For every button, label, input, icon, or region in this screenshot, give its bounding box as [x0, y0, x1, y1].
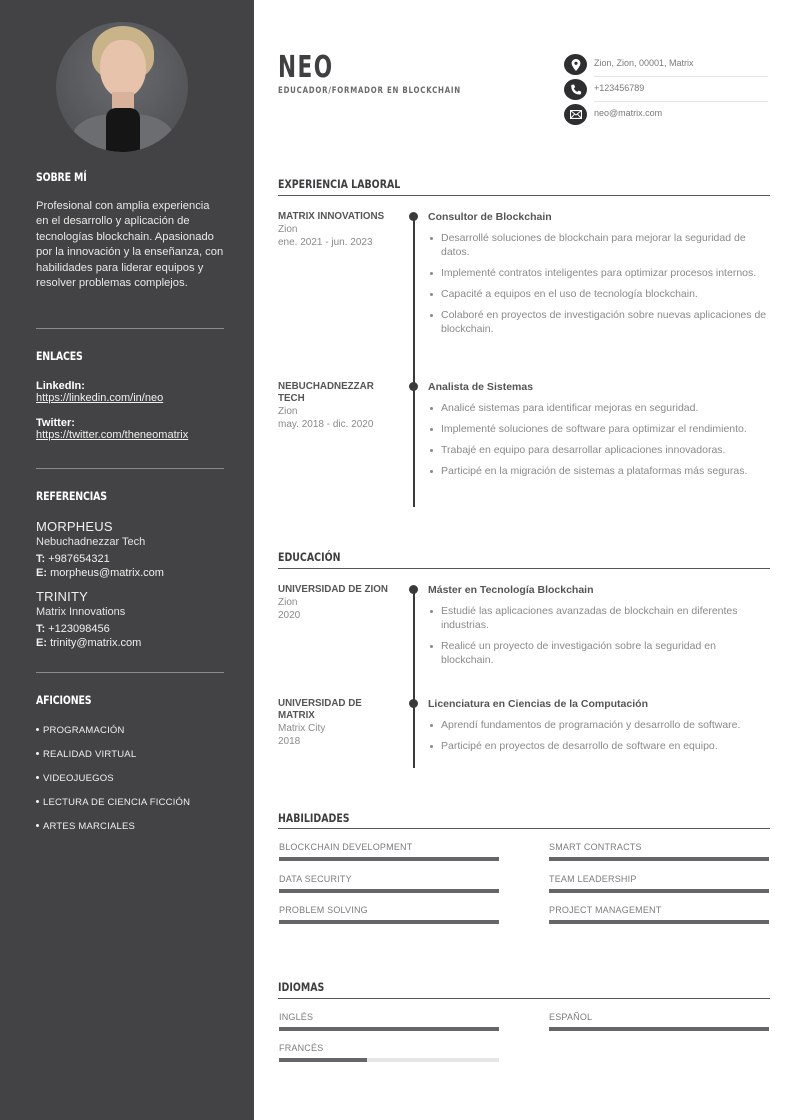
skill-bar [279, 889, 499, 893]
reference-item [36, 519, 224, 580]
degree-title: Máster en Tecnología Blockchain [428, 584, 594, 596]
hobby-label: REALIDAD VIRTUAL [43, 749, 137, 760]
employment-dates: ene. 2021 - jun. 2023 [278, 237, 373, 248]
skill-label: DATA SECURITY [279, 874, 352, 884]
language-bar [279, 1027, 499, 1031]
entry-meta [278, 211, 398, 249]
skill-label: SMART CONTRACTS [549, 842, 642, 852]
entry-details [428, 584, 770, 674]
references-section [36, 489, 224, 650]
bullet-item: Implementé soluciones de software para optimizar el rendimiento. [428, 422, 770, 436]
entry-details [428, 381, 770, 485]
graduation-year: 2018 [278, 736, 301, 747]
job-title: Analista de Sistemas [428, 381, 534, 393]
school-name: UNIVERSIDAD DE MATRIX [278, 698, 362, 721]
section-rule [278, 828, 770, 829]
education-title: EDUCACIÓN [278, 550, 341, 564]
bullet-item: Participé en la migración de sistemas a plataformas más seguras. [428, 464, 770, 478]
hobby-item [36, 773, 224, 797]
entry-meta [278, 584, 398, 622]
skill-bar [279, 857, 499, 861]
contact-email [564, 102, 768, 127]
bullet-item: Aprendí fundamentos de programación y desarrollo de software. [428, 718, 770, 732]
timeline-line [413, 216, 415, 381]
reference-name: MORPHEUS [36, 519, 113, 534]
graduation-year: 2020 [278, 610, 301, 621]
skill-label: PROBLEM SOLVING [279, 905, 368, 915]
employer-location: Zion [278, 406, 298, 417]
photo-shirt [106, 108, 140, 152]
language-item [279, 1043, 500, 1053]
profile-photo [56, 22, 188, 152]
experience-title: EXPERIENCIA LABORAL [278, 177, 401, 191]
skill-item [549, 905, 770, 915]
links-title: ENLACES [36, 349, 83, 363]
skill-bar [549, 889, 769, 893]
entry-details [428, 698, 770, 760]
bullet-item: Analicé sistemas para identificar mejoras en seguridad. [428, 401, 770, 415]
hobby-label: PROGRAMACIÓN [43, 725, 125, 736]
phone-icon [564, 79, 587, 100]
language-label: ESPAÑOL [549, 1012, 593, 1022]
linkedin-link[interactable]: https://linkedin.com/in/neo [36, 392, 164, 404]
bullet-item: Implementé contratos inteligentes para optimizar procesos internos. [428, 266, 770, 280]
section-rule [278, 195, 770, 196]
sidebar [0, 0, 254, 1120]
skill-label: TEAM LEADERSHIP [549, 874, 637, 884]
language-bar [279, 1058, 499, 1062]
language-label: FRANCÉS [279, 1043, 324, 1053]
bullet-list [428, 718, 770, 753]
contact-phone [564, 77, 768, 102]
about-section [36, 170, 224, 291]
reference-item [36, 589, 224, 650]
link-label: LinkedIn: [36, 380, 85, 392]
bullet-item: Capacité a equipos en el uso de tecnología blockchain. [428, 287, 770, 301]
bullet-icon [36, 800, 39, 803]
envelope-icon [564, 104, 587, 125]
entry-meta [278, 698, 398, 748]
link-item-linkedin [36, 380, 224, 404]
skill-bar-fill [279, 920, 499, 924]
email-prefix: E: [36, 567, 47, 579]
about-text: Profesional con amplia experiencia en el desarrollo y aplicación de tecnologías blockchain. Apasionado por la innovación y la enseñanza, con habilidades para liderar equipos y resolver problemas complejos. [36, 200, 224, 290]
hobby-label: ARTES MARCIALES [43, 821, 136, 832]
bullet-icon [36, 752, 39, 755]
language-bar-fill [279, 1027, 499, 1031]
address-text: Zion, Zion, 00001, Matrix [594, 58, 694, 68]
skill-bar-fill [549, 920, 769, 924]
school-location: Zion [278, 597, 298, 608]
bullet-item: Participé en proyectos de desarrollo de software en equipo. [428, 739, 770, 753]
hobby-item [36, 725, 224, 749]
skill-bar-fill [279, 857, 499, 861]
candidate-name: NEO [278, 50, 334, 85]
languages-title: IDIOMAS [278, 980, 325, 994]
reference-email-value: trinity@matrix.com [50, 637, 142, 649]
reference-company: Nebuchadnezzar Tech [36, 536, 146, 548]
bullet-list [428, 401, 770, 478]
hobby-item [36, 749, 224, 773]
bullet-item: Estudié las aplicaciones avanzadas de blockchain en diferentes industrias. [428, 604, 770, 632]
section-rule [278, 568, 770, 569]
phone-text: +123456789 [594, 83, 645, 93]
bullet-icon [36, 824, 39, 827]
reference-email [36, 636, 224, 650]
skill-bar-fill [279, 889, 499, 893]
twitter-link[interactable]: https://twitter.com/theneomatrix [36, 429, 189, 441]
bullet-icon [36, 776, 39, 779]
skill-item [549, 874, 770, 884]
hobbies-section [36, 693, 224, 845]
location-pin-icon [564, 54, 587, 75]
skill-item [279, 842, 500, 852]
link-item-twitter [36, 417, 224, 441]
sidebar-divider [36, 328, 224, 329]
sidebar-divider [36, 468, 224, 469]
language-bar-fill [279, 1058, 367, 1062]
section-rule [278, 998, 770, 999]
reference-phone-value: +123098456 [48, 623, 110, 635]
reference-phone [36, 552, 224, 566]
employer-name: NEBUCHADNEZZAR TECH [278, 381, 374, 404]
skill-item [279, 905, 500, 915]
candidate-role: EDUCADOR/FORMADOR EN BLOCKCHAIN [278, 86, 461, 96]
language-item [549, 1012, 770, 1022]
hobby-label: LECTURA DE CIENCIA FICCIÓN [43, 797, 191, 808]
skills-title: HABILIDADES [278, 811, 350, 825]
reference-email [36, 566, 224, 580]
reference-phone-value: +987654321 [48, 553, 110, 565]
timeline-line [413, 589, 415, 699]
employment-dates: may. 2018 - dic. 2020 [278, 419, 374, 430]
reference-name: TRINITY [36, 589, 88, 604]
sidebar-divider [36, 672, 224, 673]
bullet-icon [36, 728, 39, 731]
job-title: Consultor de Blockchain [428, 211, 552, 223]
skill-bar-fill [549, 857, 769, 861]
timeline-line [413, 698, 415, 768]
contact-info [564, 52, 768, 127]
skill-label: PROJECT MANAGEMENT [549, 905, 662, 915]
language-label: INGLÉS [279, 1012, 314, 1022]
degree-title: Licenciatura en Ciencias de la Computación [428, 698, 648, 710]
phone-prefix: T: [36, 623, 46, 635]
employer-location: Zion [278, 224, 298, 235]
language-item [279, 1012, 500, 1022]
school-name: UNIVERSIDAD DE ZION [278, 584, 388, 595]
email-text: neo@matrix.com [594, 108, 663, 118]
bullet-item: Colaboré en proyectos de investigación sobre nuevas aplicaciones de blockchain. [428, 308, 770, 336]
references-title: REFERENCIAS [36, 489, 107, 503]
language-bar [549, 1027, 769, 1031]
bullet-item: Trabajé en equipo para desarrollar aplicaciones innovadoras. [428, 443, 770, 457]
school-location: Matrix City [278, 723, 326, 734]
hobbies-title: AFICIONES [36, 693, 92, 707]
reference-company: Matrix Innovations [36, 606, 126, 618]
reference-email-value: morpheus@matrix.com [50, 567, 164, 579]
skill-item [549, 842, 770, 852]
about-title: SOBRE MÍ [36, 170, 87, 184]
photo-face [100, 40, 146, 98]
hobby-label: VIDEOJUEGOS [43, 773, 114, 784]
hobbies-list [36, 725, 224, 845]
hobby-item [36, 821, 224, 845]
phone-prefix: T: [36, 553, 46, 565]
entry-meta [278, 381, 398, 431]
hobby-item [36, 797, 224, 821]
email-prefix: E: [36, 637, 47, 649]
bullet-list [428, 604, 770, 667]
skill-bar [549, 920, 769, 924]
language-bar-fill [549, 1027, 769, 1031]
timeline-line [413, 381, 415, 507]
skill-bar-fill [549, 889, 769, 893]
bullet-list [428, 231, 770, 336]
employer-name: MATRIX INNOVATIONS [278, 211, 385, 222]
skill-bar [279, 920, 499, 924]
link-label: Twitter: [36, 417, 75, 429]
links-section [36, 349, 224, 441]
reference-phone [36, 622, 224, 636]
skill-item [279, 874, 500, 884]
skill-label: BLOCKCHAIN DEVELOPMENT [279, 842, 413, 852]
skill-bar [549, 857, 769, 861]
bullet-item: Desarrollé soluciones de blockchain para mejorar la seguridad de datos. [428, 231, 770, 259]
contact-address [564, 52, 768, 77]
bullet-item: Realicé un proyecto de investigación sobre la seguridad en blockchain. [428, 639, 770, 667]
entry-details [428, 211, 770, 343]
